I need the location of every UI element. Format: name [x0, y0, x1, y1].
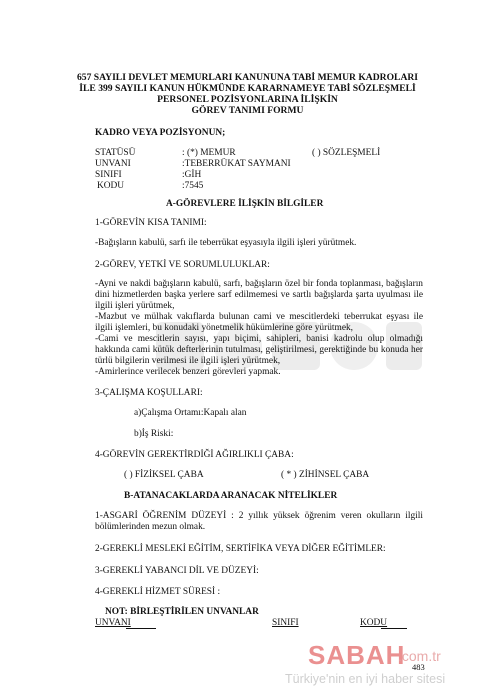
mesleki-egitim-label: 2-GEREKLİ MESLEKİ EĞİTİM, SERTİFİKA VEYA DİĞER EĞİTİMLER: [95, 544, 386, 554]
page-number: 483 [412, 662, 425, 672]
gorev-yetki-text-2: -Mazbut ve mülhak vakıflarda bulunan cami ve mescitlerdeki teberrukat eşyası ile ilgili işlemleri, bu konudaki yönetmelik hükümlerine göre yürütmek, [95, 312, 423, 333]
hizmet-suresi-label: 4-GEREKLİ HİZMET SÜRESİ : [95, 587, 221, 597]
kadro-heading: KADRO VEYA POZİSYONUN; [95, 128, 226, 138]
form-title-line-3: PERSONEL POZİSYONLARINA İLİŞKİN [157, 94, 338, 105]
fiziksel-caba-option: ( ) FİZİKSEL ÇABA [124, 470, 204, 480]
note-kodu-underline [381, 628, 407, 629]
agirlikli-caba-label: 4-GÖREVİN GEREKTİRDİĞİ AĞIRLIKLI ÇABA: [95, 450, 294, 460]
calisma-kosullari-label: 3-ÇALIŞMA KOŞULLARI: [95, 388, 203, 398]
gorev-yetki-text-1: -Ayni ve nakdi bağışların kabulü, sarfı, bağışların özel bir fonda toplanması, bağışların dini hizmetlerden başka yerlere sarf edilmemesi ve sartlı bağışlarda şarta uyulması ile ilgili işleri yürütmek, [95, 279, 423, 311]
form-title-line-1: 657 SAYILI DEVLET MEMURLARI KANUNUNA TABİ MEMUR KADROLARI [76, 72, 419, 83]
note-col-sinifi: SINIFI [272, 618, 299, 628]
sozlesmeli-option: ( ) SÖZLEŞMELİ [312, 148, 381, 158]
statusu-label: STATÜSÜ [95, 148, 136, 158]
unvani-value: :TEBERRÜKAT SAYMANI [182, 159, 291, 169]
sinifi-value: :GİH [182, 170, 202, 180]
gorev-kisa-tanimi-text: -Bağışların kabulü, sarfı ile teberrükat eşyasıyla ilgili işleri yürütmek. [95, 238, 357, 248]
asgari-ogrenim-text: 1-ASGARİ ÖĞRENİM DÜZEYİ : 2 yıllık yüksek öğrenim veren okulların ilgili bölümlerinden mezun olmak. [95, 511, 423, 532]
statusu-value: : (*) MEMUR [182, 148, 236, 158]
is-riski: b)İş Riski: [134, 429, 174, 439]
gorev-yetki-text-4: -Amirlerince verilecek benzeri görevleri yapmak. [95, 367, 281, 377]
calisma-ortami: a)Çalışma Ortamı:Kapalı alan [134, 408, 247, 418]
note-col-unvani: UNVANI [95, 618, 131, 628]
gorev-kisa-tanimi-label: 1-GÖREVİN KISA TANIMI: [95, 218, 207, 228]
note-unvani-underline [126, 628, 156, 629]
form-title-line-4: GÖREV TANIMI FORMU [191, 105, 304, 116]
note-col-kodu: KODU [360, 618, 388, 628]
kodu-label: KODU [97, 181, 125, 191]
kodu-value: :7545 [182, 181, 204, 191]
section-a-heading: A-GÖREVLERE İLİŞKİN BİLGİLER [166, 199, 324, 209]
yabanci-dil-label: 3-GEREKLİ YABANCI DİL VE DÜZEYİ: [95, 566, 259, 576]
note-heading: NOT: BİRLEŞTİRİLEN UNVANLAR [105, 607, 259, 617]
zihinsel-caba-option: ( * ) ZİHİNSEL ÇABA [281, 470, 370, 480]
sabah-domain-watermark: .com.tr [398, 648, 441, 664]
sinifi-label: SINIFI [95, 170, 122, 180]
unvani-label: UNVANI [95, 159, 131, 169]
section-b-heading: B-ATANACAKLARDA ARANACAK NİTELİKLER [124, 491, 338, 501]
gorev-yetki-text-3: -Cami ve mescitlerin sayısı, yapı biçimi, sahipleri, banisi kadrolu olup olmadığı hakkında cami kütük defterlerinin tutulması, geliştirilmesi, gerektiğinde bu konuda her türlü bilgilerin verilmesi ile ilgili işleri yürütmek, [95, 334, 423, 366]
sabah-brand-watermark: SABAH [308, 640, 406, 670]
form-title-line-2: İLE 399 SAYILI KANUN HÜKMÜNDE KARARNAMEYE TABİ SÖZLEŞMELİ [79, 83, 416, 94]
gorev-yetki-label: 2-GÖREV, YETKİ VE SORUMLULUKLAR: [95, 260, 270, 270]
sabah-tagline-watermark: Türkiye'nin en iyi haber sitesi [285, 672, 446, 686]
